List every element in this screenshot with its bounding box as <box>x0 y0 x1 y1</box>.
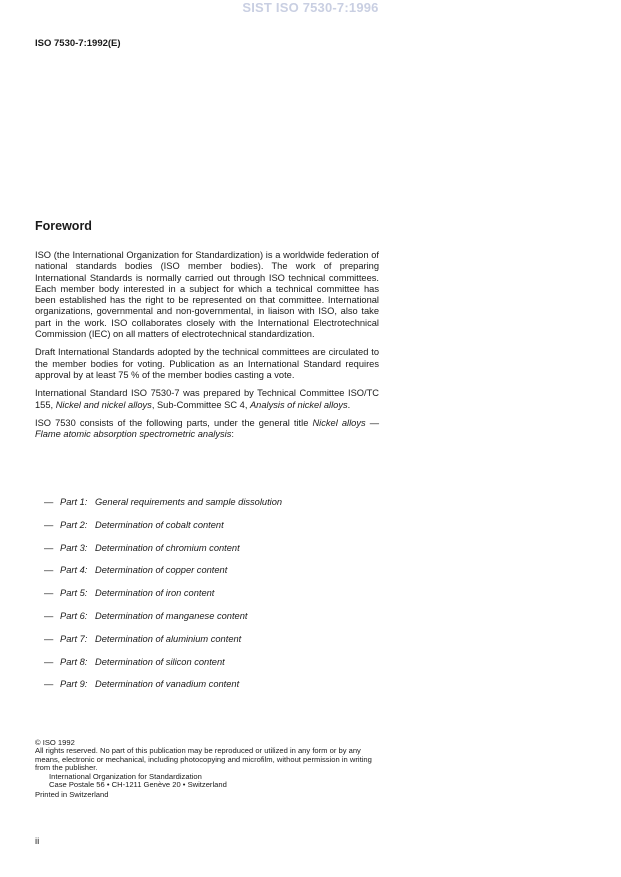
list-item <box>44 611 282 634</box>
list-item <box>44 520 282 543</box>
part-title: Determination of silicon content <box>95 656 225 667</box>
part-title: Determination of vanadium content <box>95 679 240 690</box>
rights-reserved-text: All rights reserved. No part of this publication may be reproduced or utilized in any form or by any means, electronic or mechanical, including photocopying and microfilm, without permission in writing from the publisher. <box>35 746 372 773</box>
part-title: Determination of manganese content <box>95 610 248 621</box>
part-title: Determination of iron content <box>95 588 215 599</box>
p3-text-c: , Sub-Committee SC 4, <box>151 399 250 410</box>
list-dash: — <box>44 610 54 621</box>
part-title: Determination of copper content <box>95 565 228 576</box>
list-dash: — <box>44 633 54 644</box>
foreword-title: Foreword <box>35 219 92 233</box>
list-item <box>44 497 282 520</box>
copyright-line: © ISO 1992 <box>35 738 75 747</box>
part-title: Determination of cobalt content <box>95 519 224 530</box>
p3-committee-title: Nickel and nickel alloys <box>55 399 152 410</box>
document-id-header: ISO 7530-7:1992(E) <box>35 38 121 49</box>
part-title: General requirements and sample dissolution <box>95 497 283 507</box>
organization-address: Case Postale 56 • CH-1211 Genève 20 • Switzerland <box>49 780 227 790</box>
foreword-body <box>35 250 379 447</box>
foreword-paragraph-1: ISO (the International Organization for Standardization) is a worldwide federation of national standards bodies (ISO member bodies). The work of preparing International Standards is normally carried out through ISO technical committees. Each member body interested in a subject for which a technical committee has been established has the right to be represented on that committee. International organizations, governmental and non-governmental, in liaison with ISO, also take part in the work. ISO collaborates closely with the International Electrotechnical Commission (IEC) on all matters of electrotechnical standardization. <box>35 250 379 340</box>
p4-text-a: ISO 7530 consists of the following parts, under the general title <box>35 417 313 428</box>
list-item <box>44 588 282 611</box>
list-dash: — <box>44 519 54 530</box>
part-label: Part 4: <box>60 565 88 576</box>
list-dash: — <box>44 588 54 599</box>
list-item <box>44 679 282 702</box>
p3-text-e: . <box>347 399 351 410</box>
part-label: Part 8: <box>60 656 88 667</box>
foreword-paragraph-3 <box>35 388 379 411</box>
part-label: Part 7: <box>60 633 88 644</box>
foreword-paragraph-2: Draft International Standards adopted by the technical committees are circulated to the member bodies for voting. Publication as an International Standard requires approval by at least 75 % of the member bodies casting a vote. <box>35 347 379 380</box>
list-dash: — <box>44 542 54 553</box>
part-label: Part 5: <box>60 588 88 599</box>
organization-name: International Organization for Standardization <box>49 771 202 781</box>
part-label: Part 1: <box>60 497 88 507</box>
copyright-block <box>35 739 379 800</box>
list-item <box>44 657 282 680</box>
part-label: Part 3: <box>60 542 88 553</box>
part-label: Part 2: <box>60 519 88 530</box>
part-label: Part 9: <box>60 679 88 690</box>
p3-subcommittee-title: Analysis of nickel alloys <box>249 399 348 410</box>
list-item <box>44 634 282 657</box>
list-dash: — <box>44 565 54 576</box>
part-label: Part 6: <box>60 610 88 621</box>
p4-text-c: : <box>231 429 234 440</box>
parts-list <box>44 497 282 702</box>
list-dash: — <box>44 497 54 507</box>
printed-in-text: Printed in Switzerland <box>35 790 109 800</box>
list-dash: — <box>44 656 54 667</box>
page-number: ii <box>35 836 40 847</box>
p3-text-a: International Standard ISO 7530-7 was prepared by Technical Committee ISO/TC 155, <box>35 388 379 410</box>
part-title: Determination of aluminium content <box>95 633 242 644</box>
watermark-text: SIST ISO 7530-7:1996 <box>242 0 379 15</box>
list-item <box>44 565 282 588</box>
list-item <box>44 543 282 566</box>
p4-general-title: Nickel alloys — Flame atomic absorption spectrometric analysis <box>35 417 380 440</box>
part-title: Determination of chromium content <box>95 542 240 553</box>
foreword-paragraph-4 <box>35 418 379 441</box>
list-dash: — <box>44 679 54 690</box>
